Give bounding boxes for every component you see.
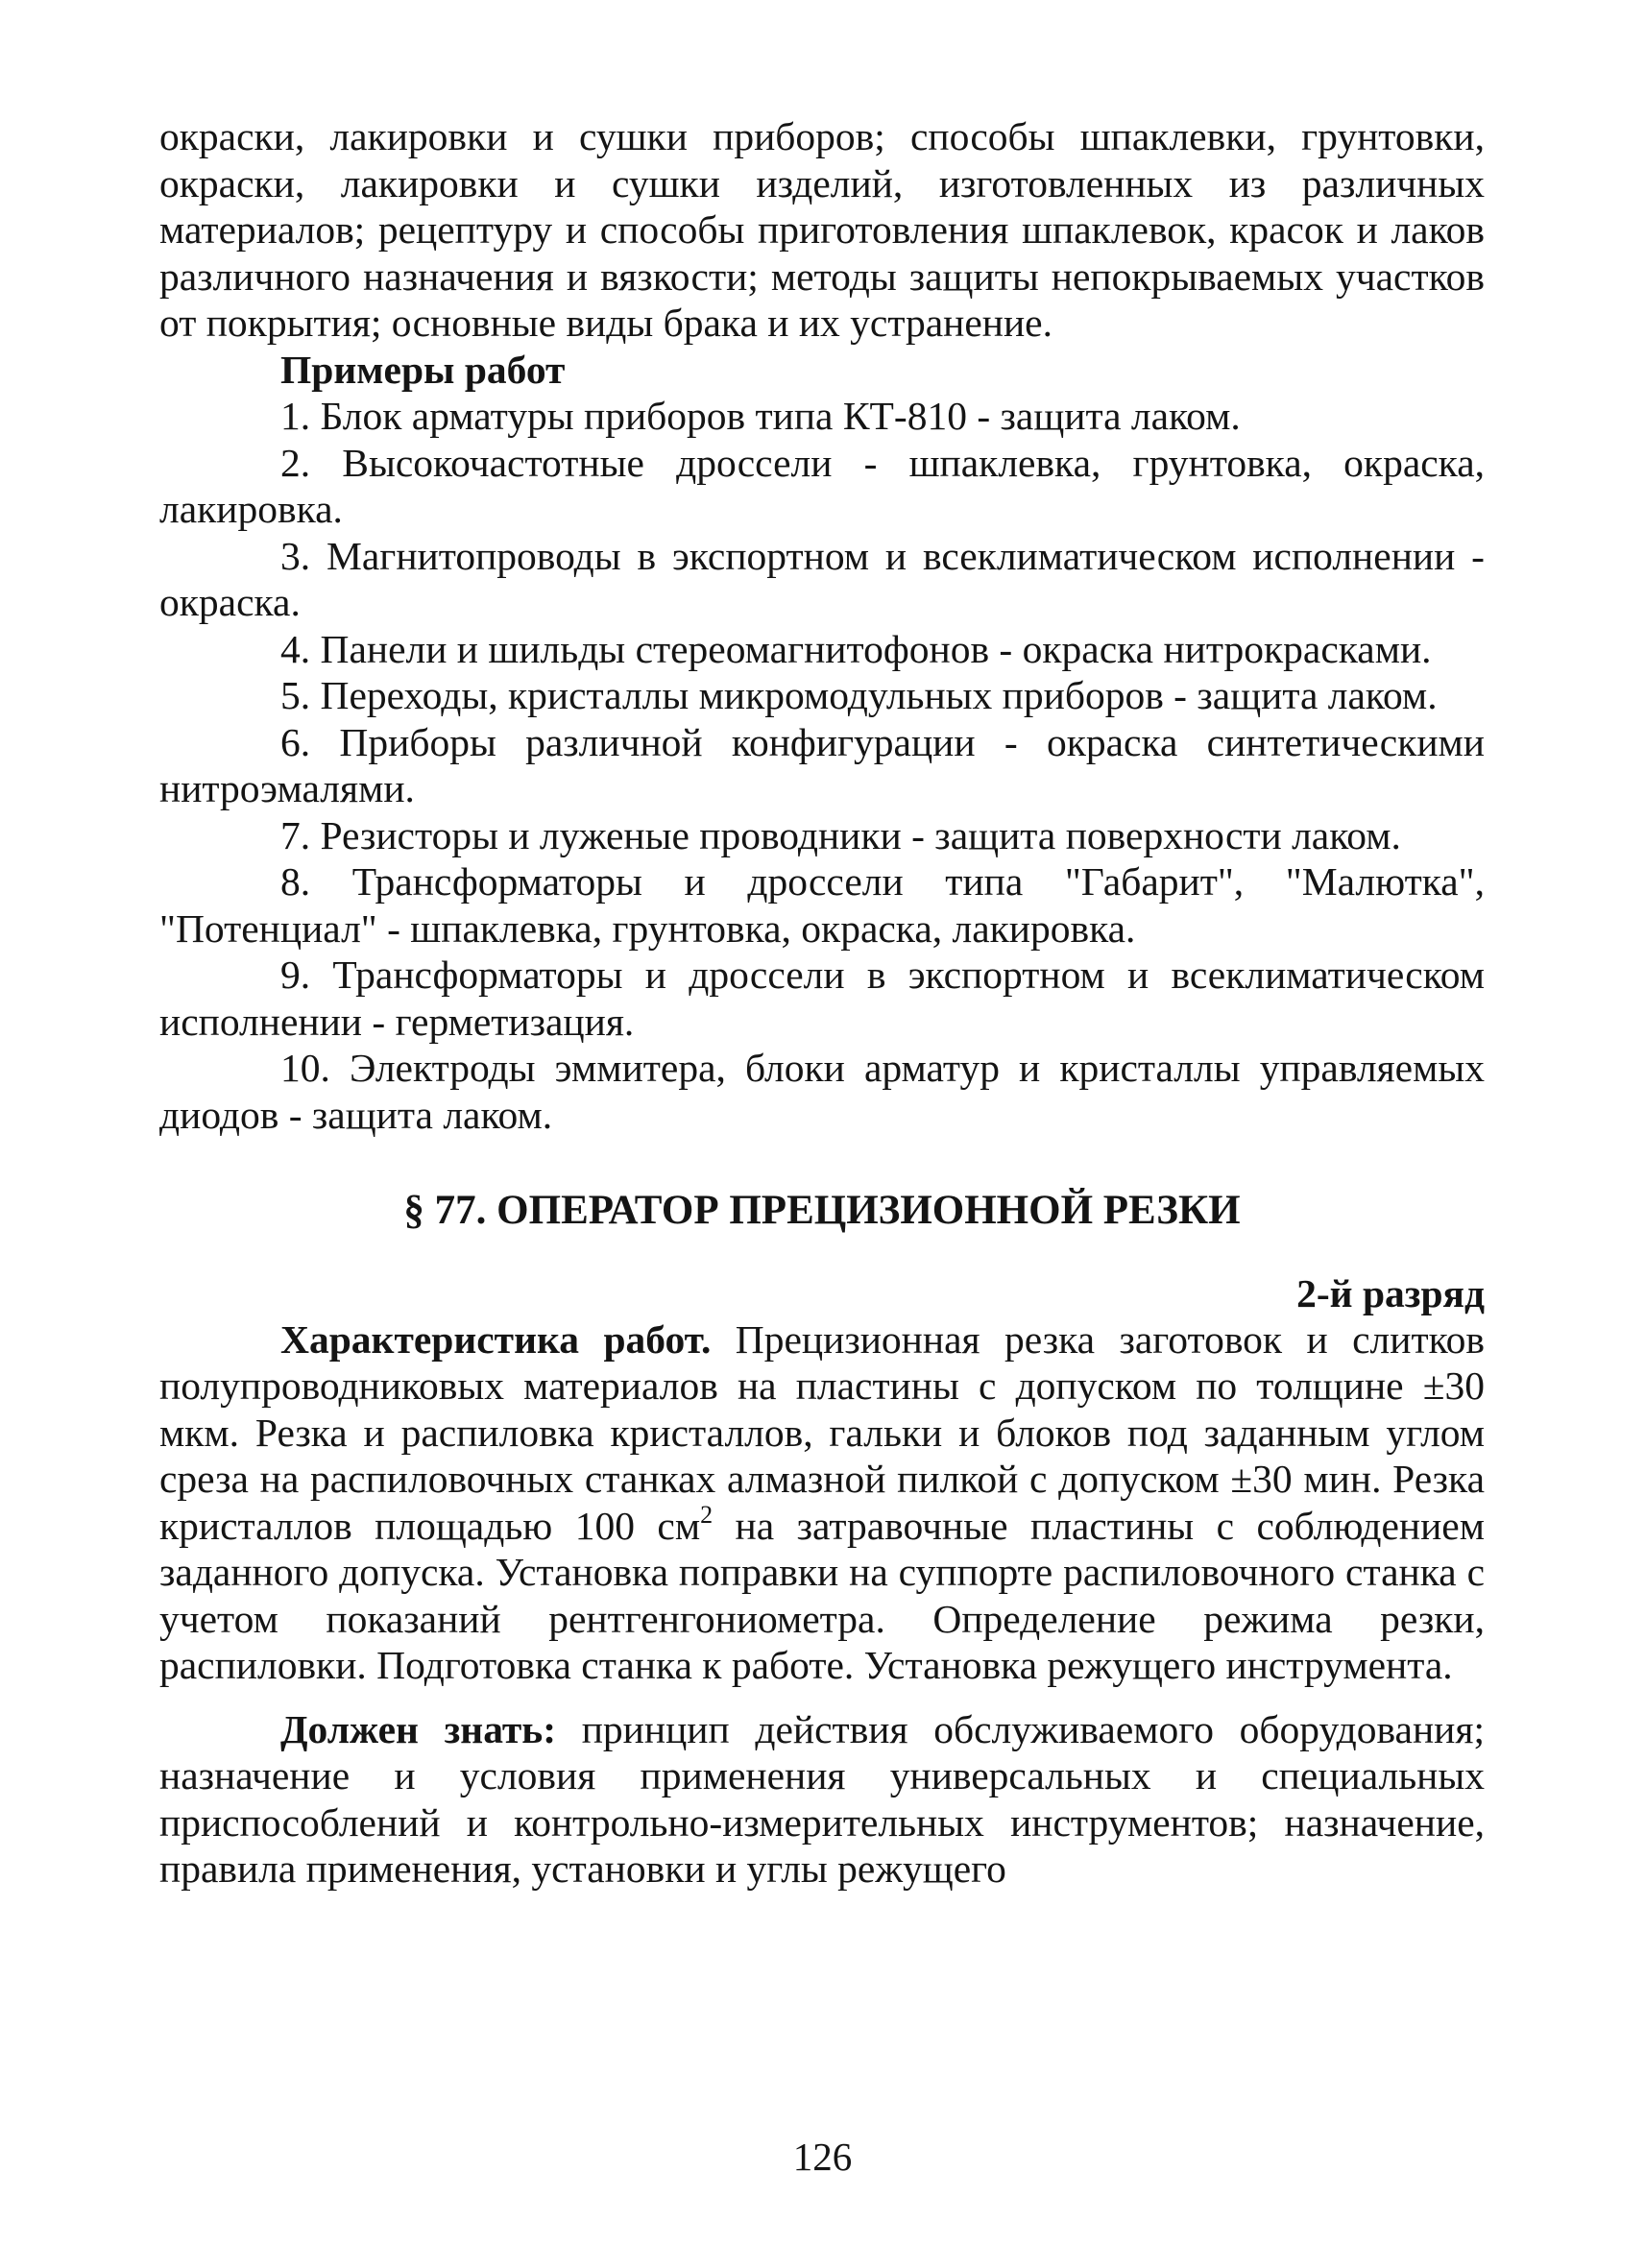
example-item-3: 3. Магнитопроводы в экспортном и всеклиматическом исполнении - окраска. [159,533,1485,624]
example-item-10: 10. Электроды эммитера, блоки арматур и кристаллы управляемых диодов - защита лаком. [159,1046,1485,1137]
grade-label: 2-й разряд [1296,1270,1485,1315]
page-content [159,113,1485,1893]
example-item-1: 1. Блок арматуры приборов типа КТ-810 - защита лаком. [280,394,1241,438]
example-item-8: 8. Трансформаторы и дроссели типа "Габарит", "Малютка", "Потенциал" - шпаклевка, грунтовка, окраска, лакировка. [159,859,1485,951]
example-item-9: 9. Трансформаторы и дроссели в экспортном и всеклиматическом исполнении - герметизация. [159,953,1485,1044]
page-number: 126 [792,2135,853,2179]
superscript-exponent: 2 [700,1500,714,1529]
example-item-7: 7. Резисторы и луженые проводники - защита поверхности лаком. [280,812,1401,857]
examples-heading: Примеры работ [280,347,566,392]
must-know-text: принцип действия обслуживаемого оборудования; назначение и условия применения универсальных и специальных приспособлений и контрольно-измерительных инструментов; назначение, правила применения, установки и углы режущего [159,1706,1485,1892]
characteristic-label: Характеристика работ. [280,1316,712,1362]
must-know-paragraph [159,1706,1485,1893]
section-title: § 77. ОПЕРАТОР ПРЕЦИЗИОННОЙ РЕЗКИ [403,1188,1241,1233]
characteristic-text-part2: на затравочные пластины с соблюдением заданного допуска. Установка поправки на суппорте распиловочного станка с учетом показаний рентгенгониометра. Определение режима резки, распиловки. Подготовка станка к работе. Установка режущего инструмента. [159,1503,1485,1688]
example-item-6: 6. Приборы различной конфигурации - окраска синтетическими нитроэмалями. [159,719,1485,810]
characteristic-text-part1: Прецизионная резка заготовок и слитков полупроводниковых материалов на пластины с допуском по толщине ±30 мкм. Резка и распиловка кристаллов, гальки и блоков под заданным углом среза на распиловочных станках алмазной пилкой с допуском ±30 мин. Резка кристаллов площадью 100 см [159,1316,1485,1548]
intro-paragraph: окраски, лакировки и сушки приборов; способы шпаклевки, грунтовки, окраски, лакировки и сушки изделий, изготовленных из различных материалов; рецептуру и способы приготовления шпаклевок, красок и лаков различного назначения и вязкости; методы защиты непокрываемых участков от покрытия; основные виды брака и их устранение. [159,114,1485,345]
examples-list [159,393,1485,1138]
example-item-4: 4. Панели и шильды стереомагнитофонов - окраска нитрокрасками. [280,626,1432,671]
work-characteristic-paragraph [159,1316,1485,1689]
example-item-5: 5. Переходы, кристаллы микромодульных приборов - защита лаком. [280,673,1438,717]
must-know-label: Должен знать: [280,1706,557,1751]
example-item-2: 2. Высокочастотные дроссели - шпаклевка, грунтовка, окраска, лакировка. [159,440,1485,531]
